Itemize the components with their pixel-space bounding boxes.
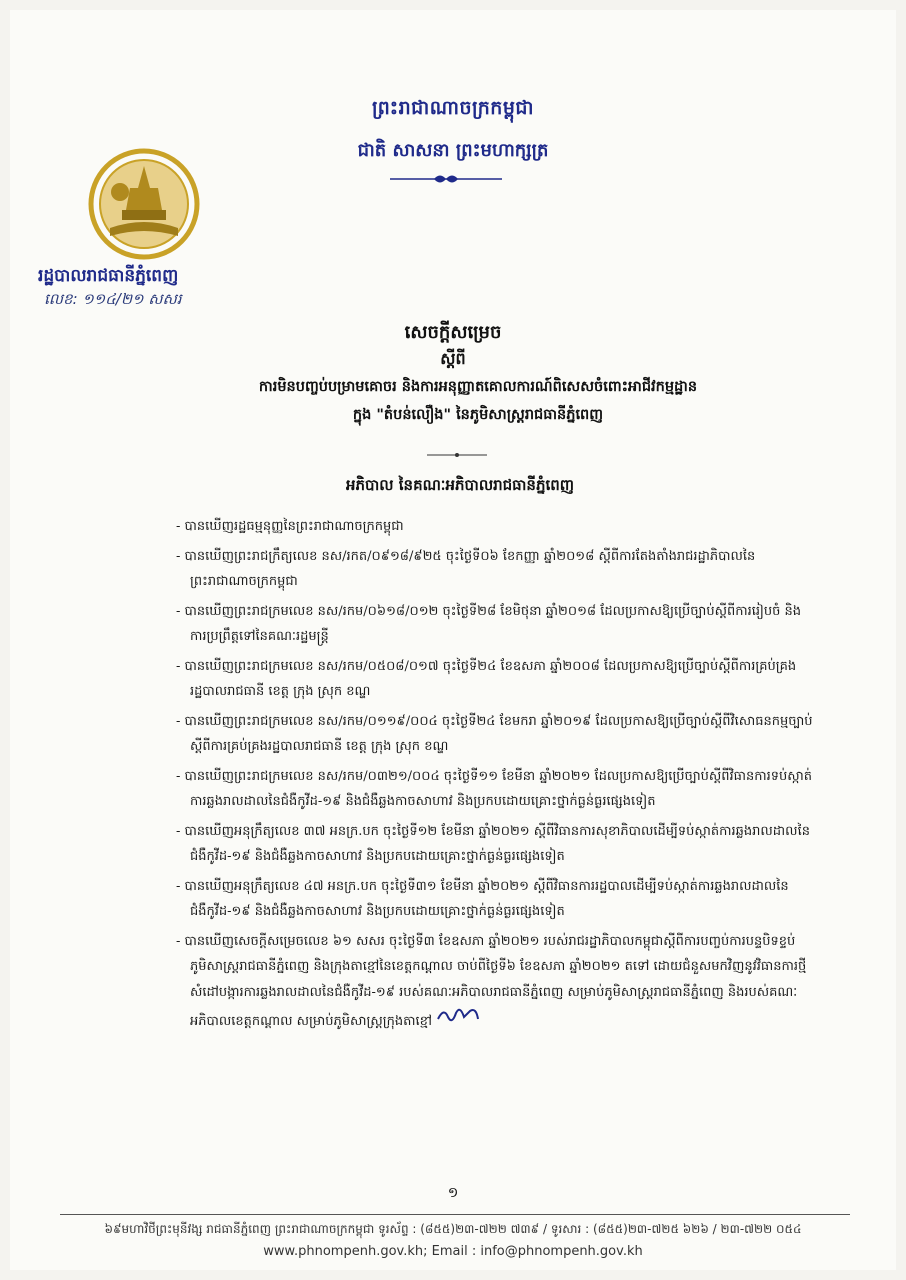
issuer-title: អភិបាល នៃគណៈអភិបាលរាជធានីភ្នំពេញ bbox=[345, 476, 575, 494]
clause-item bbox=[176, 929, 816, 1035]
clause-item: - បានឃើញរដ្ឋធម្មនុញ្ញនៃព្រះរាជាណាចក្រកម្ពុជា bbox=[176, 519, 404, 534]
reference-number: លេខ: ១១៤/២១ សសរ bbox=[44, 290, 182, 308]
clause-item: - បានឃើញព្រះរាជក្រឹត្យលេខ នស/រកត/០៩១៨/៩២៥ ចុះថ្ងៃទី០៦ ខែកញ្ញា ឆ្នាំ២០១៨ ស្ដីពីការតែងតាំងរាជរដ្ឋាភិបាលនៃព្រះរាជាណាចក្រកម្ពុជា bbox=[176, 548, 756, 589]
small-divider bbox=[427, 451, 487, 459]
clause-item: - បានឃើញអនុក្រឹត្យលេខ ៤៧ អនក្រ.បក ចុះថ្ងៃទី៣១ ខែមីនា ឆ្នាំ២០២១ ស្ដីពីវិធានការរដ្ឋបាលដើម្បីទប់ស្កាត់ការឆ្លងរាលដាលនៃជំងឺកូវីដ-១៩ និងជំងឺឆ្លងកាចសាហាវ និងប្រកបដោយគ្រោះថ្នាក់ធ្ងន់ធ្ងរផ្សេងទៀត bbox=[176, 878, 789, 919]
document-type: សេចក្ដីសម្រេច bbox=[404, 322, 502, 343]
clause-text: - បានឃើញសេចក្ដីសម្រេចលេខ ៦១ សសរ ចុះថ្ងៃទី៣ ខែឧសភា ឆ្នាំ២០២១ របស់រាជរដ្ឋាភិបាលកម្ពុជាស្ដីពីការបញ្ចប់ការបន្ទបិទខ្ទប់ភូមិសាស្ត្ររាជធានីភ្នំពេញ និងក្រុងតាខ្មៅនៃខេត្តកណ្ដាល ចាប់ពីថ្ងៃទី៦ ខែឧសភា ឆ្នាំ២០២១ តទៅ ដោយជំនួសមកវិញនូវវិធានការថ្មី សំដៅបង្ការការឆ្លងរាលដាលនៃជំងឺកូវីដ-១៩ របស់គណៈអភិបាលរាជធានីភ្នំពេញ សម្រាប់ភូមិសាស្ត្ររាជធានីភ្នំពេញ និងរបស់គណៈអភិបាលខេត្តកណ្ដាល សម្រាប់ភូមិសាស្ត្រក្រុងតាខ្មៅ bbox=[176, 933, 807, 1029]
clause-item: - បានឃើញអនុក្រឹត្យលេខ ៣៧ អនក្រ.បក ចុះថ្ងៃទី១២ ខែមីនា ឆ្នាំ២០២១ ស្ដីពីវិធានការសុខាភិបាលដើម្បីទប់ស្កាត់ការឆ្លងរាលដាលនៃជំងឺកូវីដ-១៩ និងជំងឺឆ្លងកាចសាហាវ និងប្រកបដោយគ្រោះថ្នាក់ធ្ងន់ធ្ងរផ្សេងទៀត bbox=[176, 823, 810, 864]
footer-divider bbox=[60, 1214, 850, 1215]
footer-contact: www.phnompenh.gov.kh; Email : info@phnompenh.gov.kh bbox=[263, 1244, 643, 1259]
document-about: ស្ដីពី bbox=[440, 349, 466, 368]
issuing-authority: រដ្ឋបាលរាជធានីភ្នំពេញ bbox=[38, 266, 179, 286]
preamble-clauses bbox=[176, 514, 816, 1039]
national-motto: ជាតិ សាសនា ព្រះមហាក្សត្រ bbox=[357, 140, 549, 161]
clause-item: - បានឃើញព្រះរាជក្រមលេខ នស/រកម/០៦១៨/០១២ ចុះថ្ងៃទី២៨ ខែមិថុនា ឆ្នាំ២០១៨ ដែលប្រកាសឱ្យប្រើច្បាប់ស្ដីពីការរៀបចំ និងការប្រព្រឹត្តទៅនៃគណៈរដ្ឋមន្ត្រី bbox=[176, 603, 801, 644]
subject-line-1: ការមិនបញ្ចប់បម្រាមគោចរ និងការអនុញ្ញាតគោលការណ៍ពិសេសចំពោះអាជីវកម្មដ្ឋាន bbox=[258, 379, 698, 395]
clause-item: - បានឃើញព្រះរាជក្រមលេខ នស/រកម/០៥០៨/០១៧ ចុះថ្ងៃទី២៤ ខែឧសភា ឆ្នាំ២០០៨ ដែលប្រកាសឱ្យប្រើច្បាប់ស្ដីពីការគ្រប់គ្រងរដ្ឋបាលរាជធានី ខេត្ត ក្រុង ស្រុក ខណ្ឌ bbox=[176, 658, 797, 699]
kingdom-heading: ព្រះរាជាណាចក្រកម្ពុជា bbox=[372, 97, 534, 119]
ornament-divider bbox=[390, 172, 502, 186]
municipal-seal-logo bbox=[88, 148, 200, 260]
footer-address: ៦៩មហាវិថីព្រះមុនីវង្ស រាជធានីភ្នំពេញ ព្រះរាជាណាចក្រកម្ពុជា ទូរស័ព្ទ : (៨៥៥)២៣-៧២២ ៧៣៩ / ទូរសារ : (៨៥៥)២៣-៧២៥ ៦២៦ / ២៣-៧២២ ០៥៤ bbox=[104, 1222, 802, 1236]
page-number: ១ bbox=[447, 1185, 459, 1201]
clause-item: - បានឃើញព្រះរាជក្រមលេខ នស/រកម/០១១៩/០០៤ ចុះថ្ងៃទី២៤ ខែមករា ឆ្នាំ២០១៩ ដែលប្រកាសឱ្យប្រើច្បាប់ស្ដីពីវិសោធនកម្មច្បាប់ស្ដីពីការគ្រប់គ្រងរដ្ឋបាលរាជធានី ខេត្ត ក្រុង ស្រុក ខណ្ឌ bbox=[176, 713, 813, 754]
clause-item: - បានឃើញព្រះរាជក្រមលេខ នស/រកម/០៣២១/០០៤ ចុះថ្ងៃទី១១ ខែមីនា ឆ្នាំ២០២១ ដែលប្រកាសឱ្យប្រើច្បាប់ស្ដីពីវិធានការទប់ស្កាត់ការឆ្លងរាលដាលនៃជំងឺកូវីដ-១៩ និងជំងឺឆ្លងកាចសាហាវ និងប្រកបដោយគ្រោះថ្នាក់ធ្ងន់ធ្ងរផ្សេងទៀត bbox=[176, 768, 813, 809]
handwritten-initials bbox=[436, 1005, 480, 1025]
subject-line-2: ក្នុង "តំបន់លឿង" នៃភូមិសាស្ត្ររាជធានីភ្នំពេញ bbox=[352, 407, 604, 423]
